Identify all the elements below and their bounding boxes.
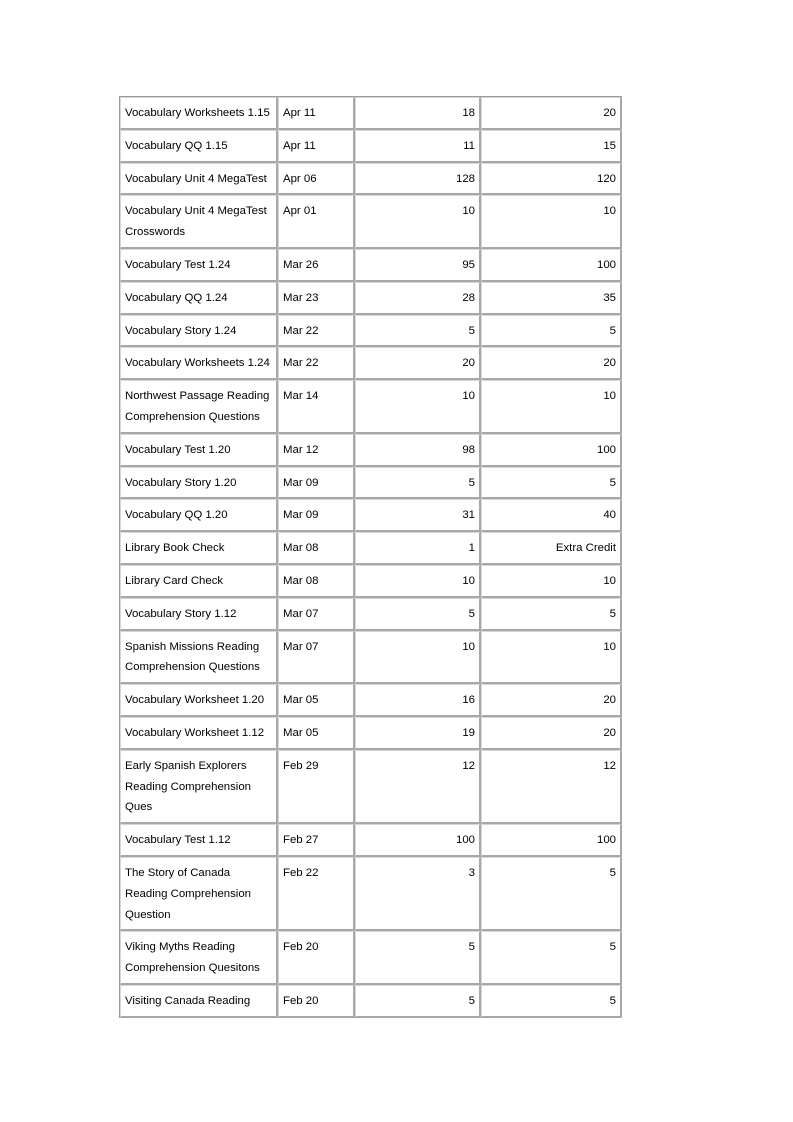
points-earned: 5 [355, 598, 481, 631]
assignment-name: Vocabulary Story 1.20 [120, 467, 278, 500]
assignment-name: Vocabulary QQ 1.15 [120, 130, 278, 163]
assignment-date: Mar 22 [278, 315, 355, 348]
assignment-name: Vocabulary Test 1.12 [120, 824, 278, 857]
grades-table-body [120, 97, 622, 1018]
points-possible: Extra Credit [481, 532, 622, 565]
assignment-name: Vocabulary Unit 4 MegaTest Crosswords [120, 195, 278, 249]
points-earned: 10 [355, 195, 481, 249]
assignment-date: Feb 27 [278, 824, 355, 857]
points-earned: 19 [355, 717, 481, 750]
points-earned: 16 [355, 684, 481, 717]
points-possible: 100 [481, 824, 622, 857]
assignment-date: Feb 20 [278, 985, 355, 1018]
table-row [120, 97, 622, 130]
table-row [120, 195, 622, 249]
table-row [120, 857, 622, 931]
table-row [120, 380, 622, 434]
points-possible: 5 [481, 467, 622, 500]
assignment-date: Mar 09 [278, 499, 355, 532]
points-earned: 5 [355, 985, 481, 1018]
points-earned: 12 [355, 750, 481, 824]
assignment-date: Feb 20 [278, 931, 355, 985]
assignment-name: Vocabulary Worksheets 1.24 [120, 347, 278, 380]
points-earned: 10 [355, 565, 481, 598]
points-possible: 40 [481, 499, 622, 532]
table-row [120, 315, 622, 348]
table-row [120, 931, 622, 985]
assignment-name: Vocabulary Test 1.20 [120, 434, 278, 467]
points-possible: 5 [481, 857, 622, 931]
assignment-date: Mar 12 [278, 434, 355, 467]
table-row [120, 467, 622, 500]
assignment-date: Mar 07 [278, 631, 355, 685]
table-row [120, 631, 622, 685]
points-earned: 10 [355, 631, 481, 685]
assignment-date: Mar 08 [278, 565, 355, 598]
assignment-name: Vocabulary Worksheets 1.15 [120, 97, 278, 130]
assignment-date: Mar 22 [278, 347, 355, 380]
points-earned: 5 [355, 931, 481, 985]
points-possible: 120 [481, 163, 622, 196]
points-possible: 20 [481, 717, 622, 750]
assignment-date: Mar 09 [278, 467, 355, 500]
assignment-name: Library Book Check [120, 532, 278, 565]
points-earned: 5 [355, 467, 481, 500]
points-earned: 31 [355, 499, 481, 532]
points-earned: 11 [355, 130, 481, 163]
points-earned: 28 [355, 282, 481, 315]
points-earned: 5 [355, 315, 481, 348]
assignment-date: Apr 06 [278, 163, 355, 196]
points-earned: 3 [355, 857, 481, 931]
assignment-date: Mar 14 [278, 380, 355, 434]
points-possible: 35 [481, 282, 622, 315]
table-row [120, 532, 622, 565]
assignment-date: Apr 11 [278, 97, 355, 130]
assignment-date: Mar 07 [278, 598, 355, 631]
assignment-date: Mar 26 [278, 249, 355, 282]
assignment-name: The Story of Canada Reading Comprehension Question [120, 857, 278, 931]
points-possible: 5 [481, 931, 622, 985]
points-possible: 5 [481, 598, 622, 631]
assignment-date: Mar 05 [278, 717, 355, 750]
points-earned: 128 [355, 163, 481, 196]
points-possible: 10 [481, 380, 622, 434]
assignment-name: Spanish Missions Reading Comprehension Questions [120, 631, 278, 685]
assignment-name: Northwest Passage Reading Comprehension Questions [120, 380, 278, 434]
points-earned: 98 [355, 434, 481, 467]
table-row [120, 130, 622, 163]
points-possible: 5 [481, 315, 622, 348]
points-earned: 1 [355, 532, 481, 565]
points-possible: 20 [481, 684, 622, 717]
assignment-date: Apr 01 [278, 195, 355, 249]
grades-table [119, 96, 622, 1018]
assignment-name: Vocabulary Test 1.24 [120, 249, 278, 282]
points-earned: 18 [355, 97, 481, 130]
assignment-name: Vocabulary Worksheet 1.12 [120, 717, 278, 750]
table-row [120, 824, 622, 857]
points-earned: 20 [355, 347, 481, 380]
points-earned: 10 [355, 380, 481, 434]
points-earned: 95 [355, 249, 481, 282]
points-possible: 12 [481, 750, 622, 824]
assignment-name: Visiting Canada Reading [120, 985, 278, 1018]
points-possible: 10 [481, 631, 622, 685]
assignment-date: Mar 08 [278, 532, 355, 565]
assignment-date: Feb 29 [278, 750, 355, 824]
points-possible: 10 [481, 195, 622, 249]
table-row [120, 598, 622, 631]
assignment-date: Mar 23 [278, 282, 355, 315]
assignment-date: Apr 11 [278, 130, 355, 163]
table-row [120, 750, 622, 824]
assignment-name: Viking Myths Reading Comprehension Quesitons [120, 931, 278, 985]
points-possible: 100 [481, 434, 622, 467]
points-possible: 20 [481, 347, 622, 380]
table-row [120, 434, 622, 467]
table-row [120, 717, 622, 750]
table-row [120, 985, 622, 1018]
table-row [120, 499, 622, 532]
assignment-date: Mar 05 [278, 684, 355, 717]
table-row [120, 565, 622, 598]
table-row [120, 163, 622, 196]
assignment-name: Vocabulary QQ 1.20 [120, 499, 278, 532]
assignment-name: Early Spanish Explorers Reading Comprehension Ques [120, 750, 278, 824]
points-possible: 10 [481, 565, 622, 598]
table-row [120, 347, 622, 380]
assignment-date: Feb 22 [278, 857, 355, 931]
points-possible: 20 [481, 97, 622, 130]
assignment-name: Vocabulary Worksheet 1.20 [120, 684, 278, 717]
table-row [120, 249, 622, 282]
assignment-name: Vocabulary Unit 4 MegaTest [120, 163, 278, 196]
points-earned: 100 [355, 824, 481, 857]
points-possible: 5 [481, 985, 622, 1018]
table-row [120, 684, 622, 717]
assignment-name: Vocabulary Story 1.24 [120, 315, 278, 348]
assignment-name: Vocabulary QQ 1.24 [120, 282, 278, 315]
table-row [120, 282, 622, 315]
points-possible: 15 [481, 130, 622, 163]
assignment-name: Vocabulary Story 1.12 [120, 598, 278, 631]
points-possible: 100 [481, 249, 622, 282]
assignment-name: Library Card Check [120, 565, 278, 598]
